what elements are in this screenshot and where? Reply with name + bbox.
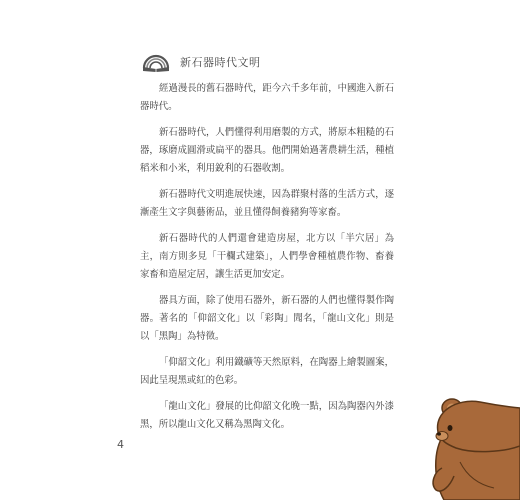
paragraph: 「龍山文化」發展的比仰韶文化晚一點，因為陶器內外漆黑，所以龍山文化又稱為黑陶文化。 xyxy=(140,401,394,430)
paragraph: 器具方面，除了使用石器外，新石器的人們也懂得製作陶器。著名的「仰韶文化」以「彩陶」聞名，「龍山文化」則是以「黑陶」為特徵。 xyxy=(140,295,394,342)
rainbow-book-icon xyxy=(142,52,170,72)
paragraph: 經過漫長的舊石器時代，距今六千多年前，中國進入新石器時代。 xyxy=(140,83,394,112)
paragraph: 新石器時代文明進展快速，因為群聚村落的生活方式，逐漸產生文字與藝術品，並且懂得飼養豬狗等家畜。 xyxy=(140,189,394,218)
paragraph: 新石器時代，人們懂得利用磨製的方式，將原本粗糙的石器，琢磨成圓滑或扁平的器具。他們開始過著農耕生活，種植稻米和小米，利用銳利的石器收割。 xyxy=(140,127,394,174)
page-number: 4 xyxy=(117,438,124,451)
body-text xyxy=(140,80,394,442)
paragraph: 「仰韶文化」利用鐵礦等天然原料，在陶器上繪製圖案，因此呈現黑或紅的色彩。 xyxy=(140,357,394,386)
chapter-header xyxy=(142,49,261,75)
chapter-title: 新石器時代文明 xyxy=(180,56,261,69)
paragraph: 新石器時代的人們還會建造房屋，北方以「半穴居」為主，南方則多見「干欄式建築」，人們學會種植農作物、畜養家畜和造屋定居，讓生活更加安定。 xyxy=(140,233,394,280)
bear-mascot-icon xyxy=(404,372,520,500)
